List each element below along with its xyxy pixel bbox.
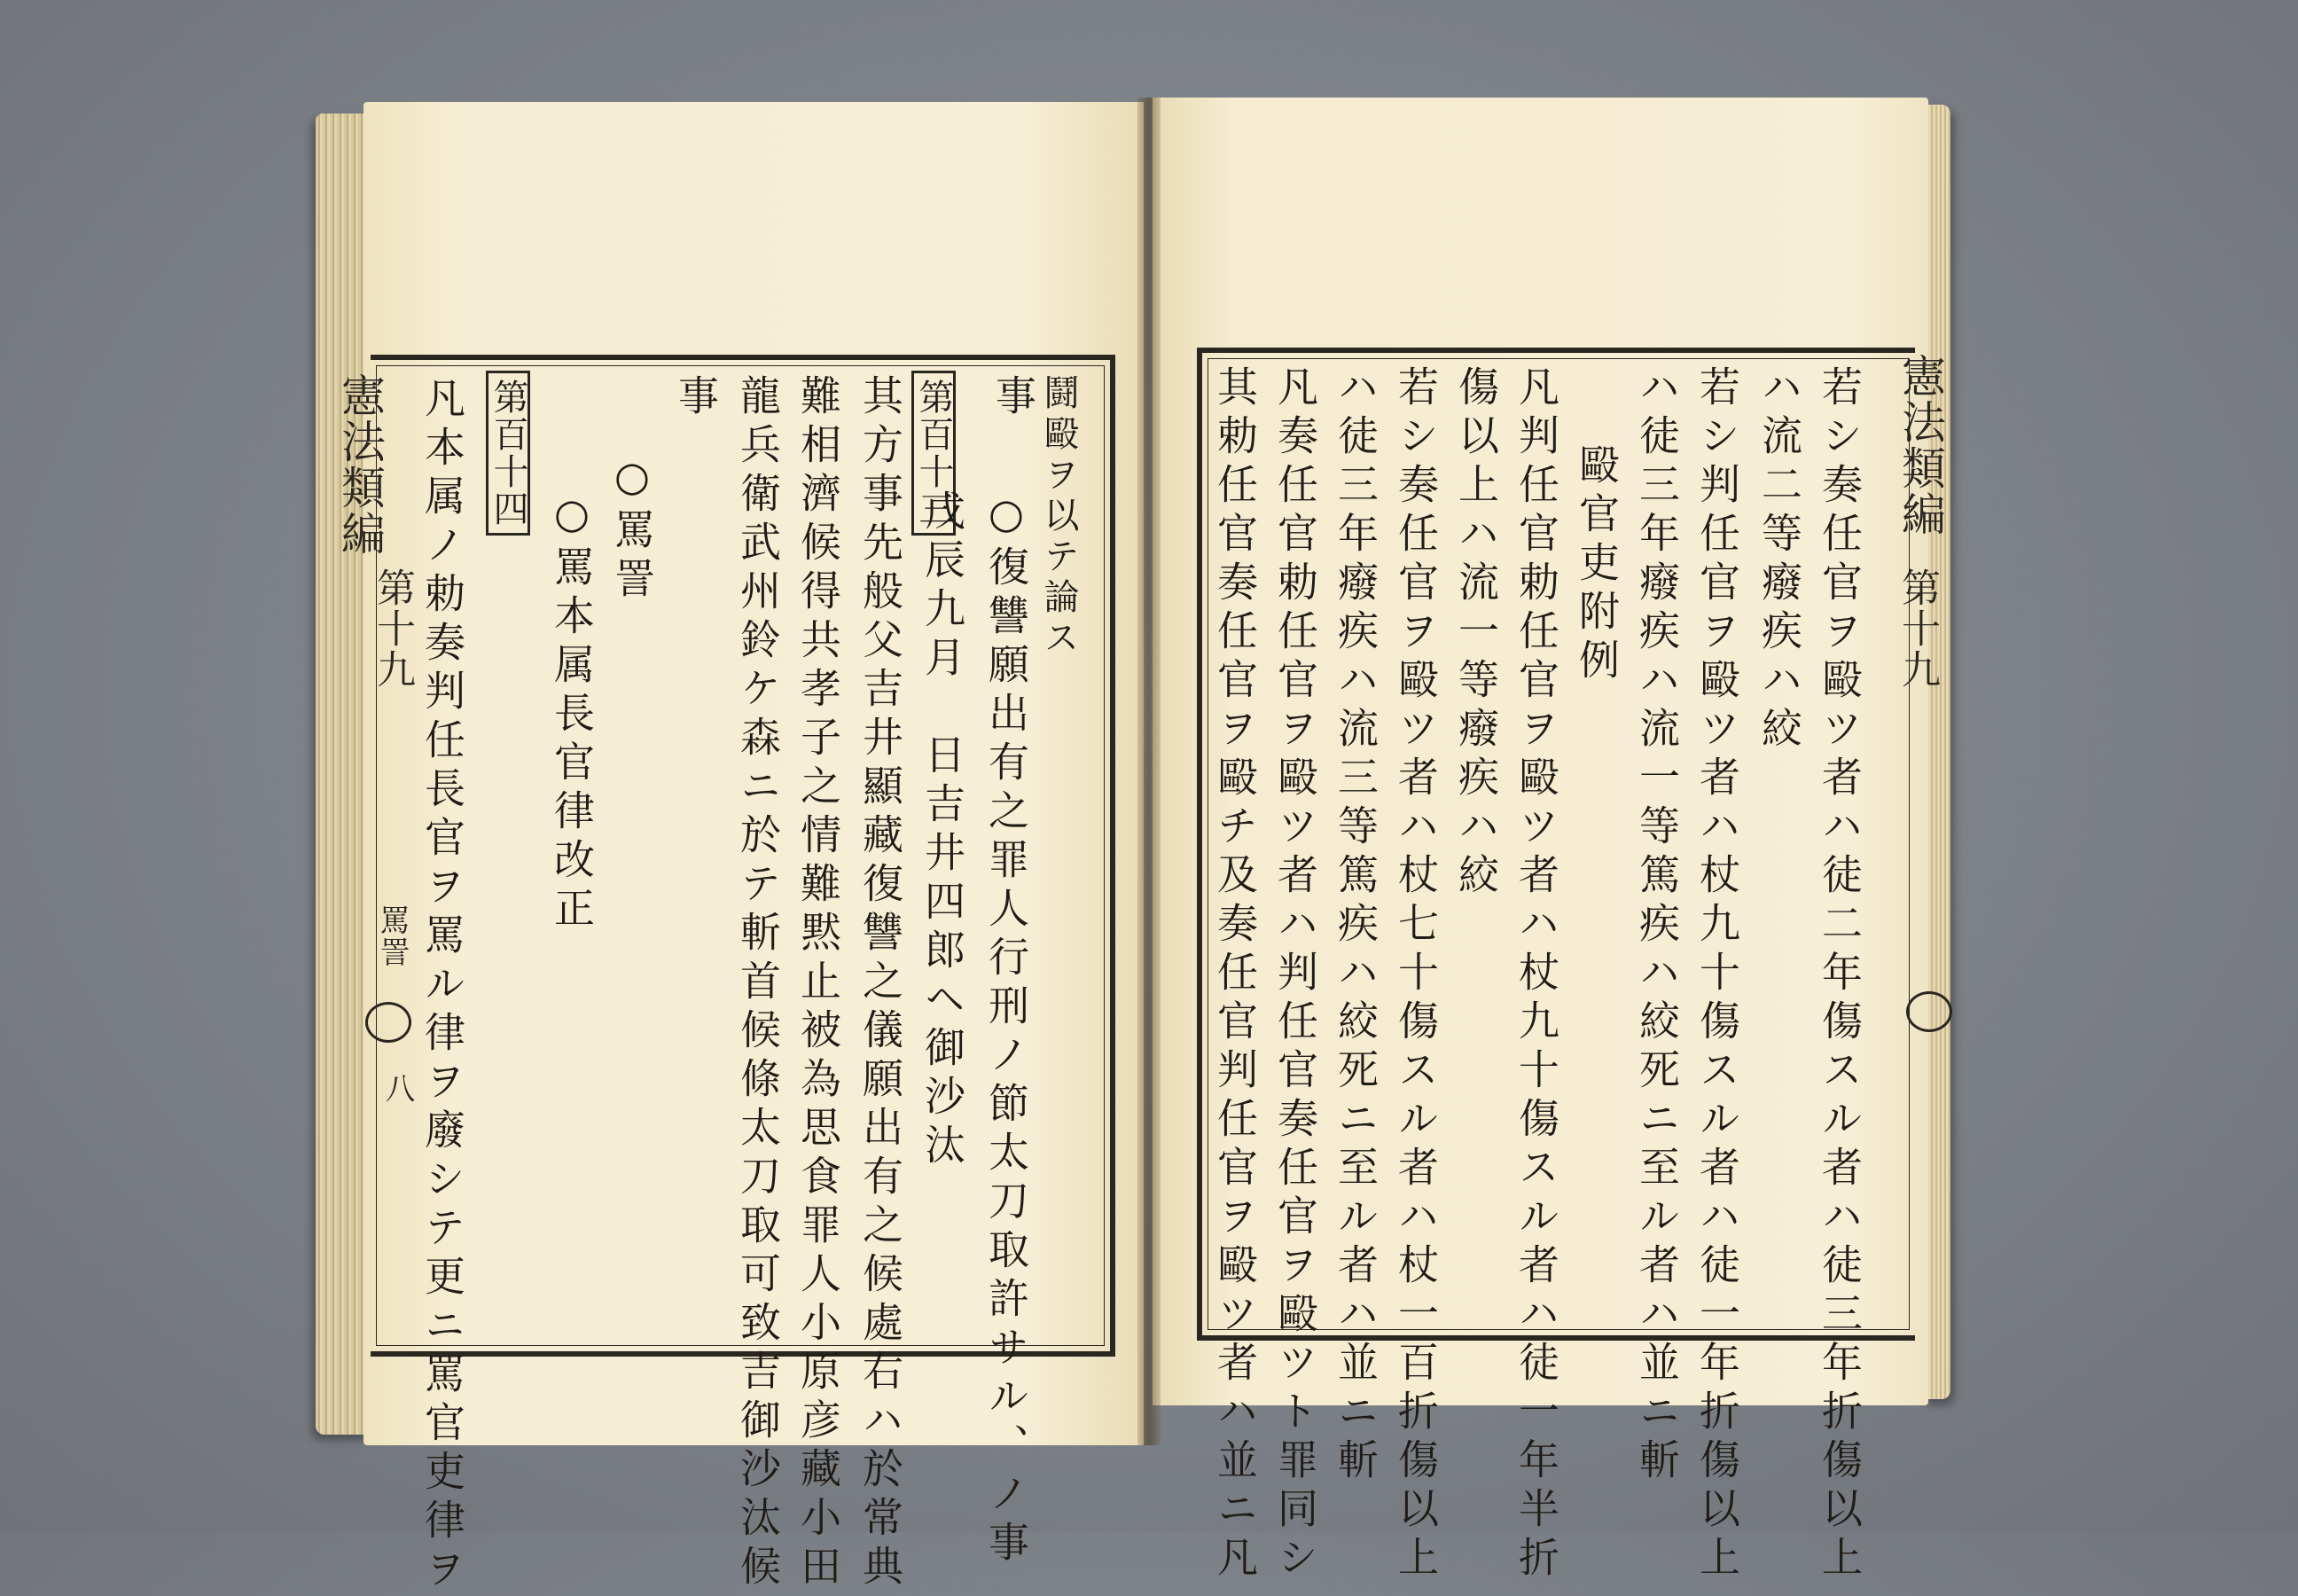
fish-tail-mark-left <box>365 1002 411 1043</box>
book-gutter <box>1137 98 1161 1445</box>
right-col-9: ハ徒三年癈疾ハ流三等篤疾ハ絞死ニ至ル者ハ並ニ斬 <box>1332 365 1380 1487</box>
right-col-7: 傷以上ハ流一等癈疾ハ絞 <box>1452 365 1500 902</box>
left-margin-volume: 第十九 <box>370 567 415 690</box>
left-col-12-article-number: 第百十四 <box>486 371 530 536</box>
left-col-6: 其方事先般父吉井顯藏復讐之儀願出有之候處右ハ於常典 <box>856 374 904 1593</box>
left-col-10: ○罵詈 <box>608 452 656 606</box>
fish-tail-mark-right <box>1906 991 1952 1032</box>
right-col-5: 毆官吏附例 <box>1573 443 1621 687</box>
left-col-9: 事 <box>672 374 720 423</box>
left-col-11: ○罵本属長官律改正 <box>548 489 596 935</box>
right-col-8: 若シ奏任官ヲ毆ツ者ハ杖七十傷スル者ハ杖一百折傷以上 <box>1392 365 1440 1584</box>
right-col-11: 其勅任官奏任官ヲ毆チ及奏任官判任官ヲ毆ツ者ハ並ニ凡 <box>1211 365 1259 1584</box>
right-col-10: 凡奏任官勅任官ヲ毆ツ者ハ判任官奏任官ヲ毆ツト罪同シ <box>1271 365 1319 1584</box>
left-col-3-article-number: 第百十三 <box>911 371 956 536</box>
left-margin-page: 八 <box>379 1073 415 1105</box>
right-col-2: ハ流二等癈疾ハ絞 <box>1755 365 1803 755</box>
left-col-1: 事 <box>989 374 1037 423</box>
right-margin-title: 憲法類編 <box>1895 353 1946 537</box>
left-margin-title: 憲法類編 <box>334 372 386 557</box>
right-col-3: 若シ判任官ヲ毆ツ者ハ杖九十傷スル者ハ徒一年折傷以上 <box>1693 365 1741 1584</box>
left-col-4: ○復讐願出有之罪人行刑ノ節太刀取許サル、ノ事 <box>982 489 1030 1569</box>
right-col-6: 凡判任官勅任官ヲ毆ツ者ハ杖九十傷スル者ハ徒一年半折 <box>1512 365 1560 1584</box>
left-col-2: 鬪毆ヲ以テ論ス <box>1038 374 1079 660</box>
page-edges-left <box>316 113 371 1435</box>
left-col-5: 戊辰九月 日吉井四郎ヘ御沙汰 <box>918 489 966 1172</box>
right-col-1: 若シ奏任官ヲ毆ツ者ハ徒二年傷スル者ハ徒三年折傷以上 <box>1816 365 1864 1584</box>
left-col-8: 龍兵衛武州鈴ケ森ニ於テ斬首候條太刀取可致吉御沙汰候 <box>734 374 782 1593</box>
right-col-4: ハ徒三年癈疾ハ流一等篤疾ハ絞死ニ至ル者ハ並ニ斬 <box>1633 365 1681 1487</box>
left-col-13: 凡本属ノ勅奏判任長官ヲ罵ル律ヲ廢シテ更ニ罵官吏律ヲ <box>418 377 466 1596</box>
right-margin-volume: 第十九 <box>1895 567 1940 690</box>
left-col-7: 難相濟候得共孝子之情難黙止被為思食罪人小原彦藏小田 <box>794 374 842 1593</box>
left-margin-section: 罵詈 <box>374 904 410 968</box>
